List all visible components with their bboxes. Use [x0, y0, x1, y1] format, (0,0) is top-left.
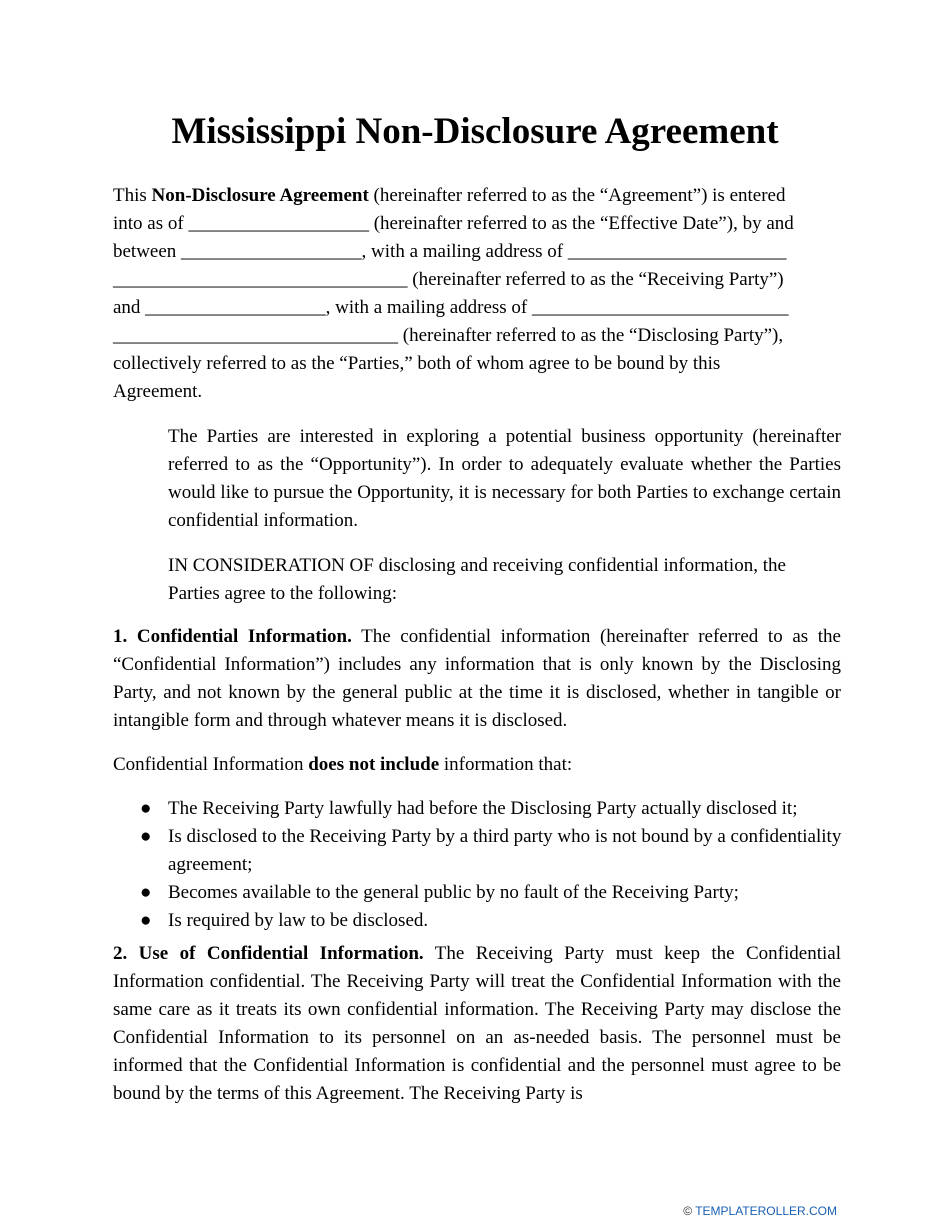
list-item: ● The Receiving Party lawfully had before the Disclosing Party actually disclosed it; — [140, 795, 850, 823]
footer-credit — [683, 1203, 837, 1219]
intro-line-5: and ___________________, with a mailing address of ___________________________ — [113, 297, 789, 318]
intro-line-2: into as of ___________________ (hereinafter referred to as the “Effective Date”), by and — [113, 213, 794, 234]
section-2-body: The Receiving Party must keep the Confidential Information confidential. The Receiving Party will treat the Confidential Information with the same care as it treats its own confidential information. The Receiving Party may disclose the Confidential Information to its personnel on an as-needed basis. The personnel must be informed that the Confidential Information is confidential and the personnel must agree to be bound by the terms of this Agreement. The Receiving Party is — [113, 943, 841, 1104]
bullet-icon: ● — [140, 798, 152, 819]
intro-line-7: collectively referred to as the “Parties,” both of whom agree to be bound by this — [113, 353, 721, 374]
consideration-paragraph — [168, 552, 841, 608]
intro-line-4: _______________________________ (hereinafter referred to as the “Receiving Party”) — [113, 269, 784, 290]
consideration-line-2: Parties agree to the following: — [168, 583, 397, 604]
section-2-heading: 2. Use of Confidential Information. — [113, 943, 424, 964]
section-2-paragraph — [113, 940, 841, 1108]
exclusions-lead: Confidential Information does not include information that: — [113, 754, 573, 775]
intro-line-1: This Non-Disclosure Agreement (hereinafter referred to as the “Agreement”) is entered — [113, 185, 786, 206]
section-1-heading: 1. Confidential Information. — [113, 626, 352, 647]
templateroller-link[interactable]: TEMPLATEROLLER.COM — [695, 1204, 837, 1218]
intro-line-3: between ___________________, with a mailing address of _______________________ — [113, 241, 787, 262]
list-item: ● Becomes available to the general public by no fault of the Receiving Party; — [140, 879, 850, 907]
list-item: ● Is required by law to be disclosed. — [140, 907, 850, 935]
document-title: Mississippi Non-Disclosure Agreement — [171, 111, 779, 152]
intro-paragraph — [113, 182, 843, 406]
bullet-icon: ● — [140, 826, 152, 847]
exclusions-list — [140, 795, 850, 935]
recital-paragraph: The Parties are interested in exploring a potential business opportunity (hereinafter referred to as the “Opportunity”). In order to adequately evaluate whether the Parties would like to pursue the Opportunity, it is necessary for both Parties to exchange certain confidential information. — [168, 426, 841, 531]
section-1-body: The confidential information (hereinafter referred to as the “Confidential Information”) includes any information that is only known by the Disclosing Party, and not known by the general public at the time it is disclosed, whether in tangible or intangible form and through whatever means it is disclosed. — [113, 626, 841, 731]
section-1-paragraph — [113, 623, 841, 735]
consideration-line-1: IN CONSIDERATION OF disclosing and receiving confidential information, the — [168, 555, 786, 576]
bullet-icon: ● — [140, 910, 152, 931]
intro-line-6: ______________________________ (hereinafter referred to as the “Disclosing Party”), — [113, 325, 784, 346]
copyright-icon: © — [683, 1204, 693, 1218]
agreement-name: Non-Disclosure Agreement — [151, 185, 369, 206]
bullet-icon: ● — [140, 882, 152, 903]
exclusions-emphasis: does not include — [308, 754, 440, 775]
list-item: ● Is disclosed to the Receiving Party by a third party who is not bound by a confidentiality agreement; — [140, 823, 850, 879]
intro-line-8: Agreement. — [113, 381, 203, 402]
